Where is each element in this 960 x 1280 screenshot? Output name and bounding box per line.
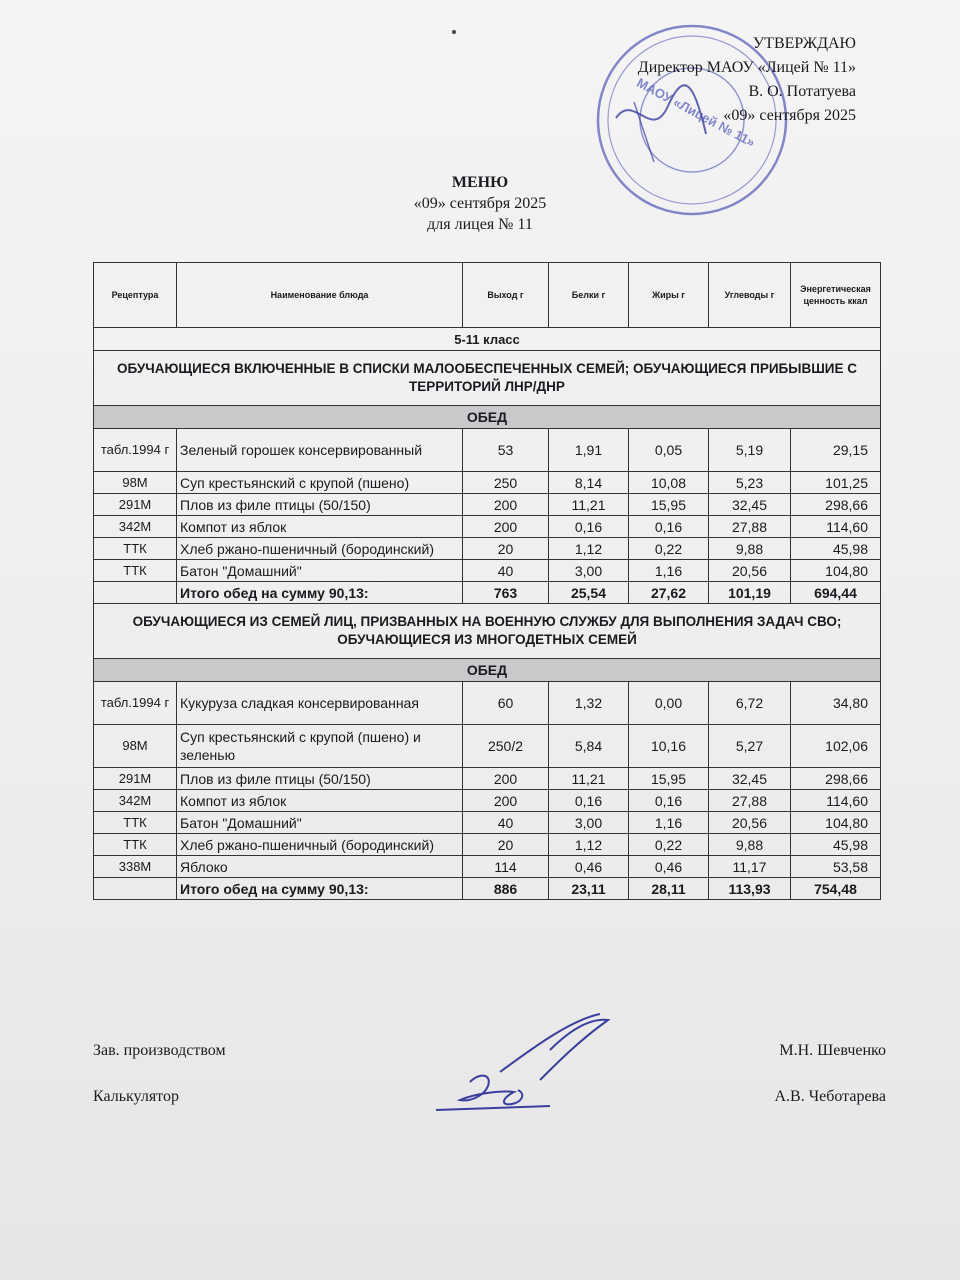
output-cell: 200: [463, 494, 549, 516]
approval-heading: УТВЕРЖДАЮ: [752, 35, 856, 52]
protein-cell: 0,16: [549, 516, 629, 538]
energy-cell: 298,66: [791, 494, 881, 516]
recipe-code: ТТК: [94, 560, 177, 582]
table-row: [94, 725, 881, 768]
approval-date: «09» сентября 2025: [723, 107, 856, 124]
menu-title-block: [0, 172, 960, 235]
recipe-code: ТТК: [94, 834, 177, 856]
output-cell: 200: [463, 516, 549, 538]
fat-cell: 0,00: [629, 682, 709, 725]
table-row: [94, 560, 881, 582]
protein-cell: 0,46: [549, 856, 629, 878]
output-cell: 60: [463, 682, 549, 725]
recipe-code: 342М: [94, 790, 177, 812]
menu-date: «09» сентября 2025: [413, 195, 547, 212]
carbs-cell: 9,88: [709, 834, 791, 856]
protein-cell: 3,00: [549, 560, 629, 582]
total-empty: [94, 878, 177, 900]
dish-name: Суп крестьянский с крупой (пшено) и зеленью: [177, 725, 463, 768]
menu-heading: МЕНЮ: [451, 174, 509, 191]
meal-title: ОБЕД: [94, 659, 881, 682]
dish-name: Компот из яблок: [177, 516, 463, 538]
protein-cell: 3,00: [549, 812, 629, 834]
dish-name: Хлеб ржано-пшеничный (бородинский): [177, 538, 463, 560]
table-row: [94, 856, 881, 878]
recipe-code: 291М: [94, 768, 177, 790]
total-fat: 28,11: [629, 878, 709, 900]
approval-position: Директор МАОУ «Лицей № 11»: [637, 59, 856, 76]
total-output: 763: [463, 582, 549, 604]
table-row: [94, 494, 881, 516]
total-empty: [94, 582, 177, 604]
output-cell: 40: [463, 812, 549, 834]
dish-name: Яблоко: [177, 856, 463, 878]
energy-cell: 298,66: [791, 768, 881, 790]
output-cell: 40: [463, 560, 549, 582]
fat-cell: 0,16: [629, 516, 709, 538]
recipe-code: 98М: [94, 725, 177, 768]
total-protein: 23,11: [549, 878, 629, 900]
table-row: [94, 768, 881, 790]
total-row: [94, 878, 881, 900]
approval-block: [638, 32, 856, 128]
fat-cell: 15,95: [629, 768, 709, 790]
menu-subtitle: для лицея № 11: [427, 216, 533, 233]
dish-name: Плов из филе птицы (50/150): [177, 768, 463, 790]
protein-cell: 5,84: [549, 725, 629, 768]
dish-name: Батон "Домашний": [177, 812, 463, 834]
group-title: ОБУЧАЮЩИЕСЯ ВКЛЮЧЕННЫЕ В СПИСКИ МАЛООБЕСПЕЧЕННЫХ СЕМЕЙ; ОБУЧАЮЩИЕСЯ ПРИБЫВШИЕ С ТЕРРИТОРИЙ ЛНР/ДНР: [94, 351, 881, 406]
paper-speck: [452, 30, 456, 34]
group-row: [94, 351, 881, 406]
table-row: [94, 472, 881, 494]
total-energy: 694,44: [791, 582, 881, 604]
table-row: [94, 790, 881, 812]
carbs-cell: 20,56: [709, 560, 791, 582]
fat-cell: 0,05: [629, 429, 709, 472]
fat-cell: 0,16: [629, 790, 709, 812]
dish-name: Компот из яблок: [177, 790, 463, 812]
energy-cell: 114,60: [791, 790, 881, 812]
fat-cell: 15,95: [629, 494, 709, 516]
protein-cell: 11,21: [549, 768, 629, 790]
carbs-cell: 20,56: [709, 812, 791, 834]
output-cell: 250/2: [463, 725, 549, 768]
recipe-code: ТТК: [94, 812, 177, 834]
total-carbs: 113,93: [709, 878, 791, 900]
fat-cell: 0,22: [629, 538, 709, 560]
table-row: [94, 812, 881, 834]
name-production: М.Н. Шевченко: [779, 1042, 886, 1059]
fat-cell: 10,16: [629, 725, 709, 768]
protein-cell: 1,12: [549, 834, 629, 856]
protein-cell: 8,14: [549, 472, 629, 494]
fat-cell: 10,08: [629, 472, 709, 494]
carbs-cell: 11,17: [709, 856, 791, 878]
meal-title: ОБЕД: [94, 406, 881, 429]
carbs-cell: 9,88: [709, 538, 791, 560]
fat-cell: 0,22: [629, 834, 709, 856]
header-fat: Жиры г: [629, 263, 709, 328]
total-output: 886: [463, 878, 549, 900]
header-output: Выход г: [463, 263, 549, 328]
recipe-code: табл.1994 г: [94, 429, 177, 472]
total-row: [94, 582, 881, 604]
fat-cell: 1,16: [629, 812, 709, 834]
name-calculator: А.В. Чеботарева: [774, 1088, 886, 1105]
meal-row: [94, 406, 881, 429]
recipe-code: ТТК: [94, 538, 177, 560]
protein-cell: 0,16: [549, 790, 629, 812]
meal-row: [94, 659, 881, 682]
menu-table: [93, 262, 881, 900]
table-row: [94, 682, 881, 725]
recipe-code: 342М: [94, 516, 177, 538]
carbs-cell: 32,45: [709, 768, 791, 790]
class-row: [94, 328, 881, 351]
header-carbs: Углеводы г: [709, 263, 791, 328]
role-calculator: Калькулятор: [93, 1088, 179, 1105]
stamp-text-1: МАОУ «Лицей № 11»: [634, 74, 758, 151]
total-label: Итого обед на сумму 90,13:: [177, 878, 463, 900]
energy-cell: 104,80: [791, 812, 881, 834]
table-row: [94, 538, 881, 560]
table-row: [94, 516, 881, 538]
energy-cell: 114,60: [791, 516, 881, 538]
energy-cell: 34,80: [791, 682, 881, 725]
fat-cell: 0,46: [629, 856, 709, 878]
header-protein: Белки г: [549, 263, 629, 328]
carbs-cell: 5,19: [709, 429, 791, 472]
output-cell: 250: [463, 472, 549, 494]
fat-cell: 1,16: [629, 560, 709, 582]
output-cell: 20: [463, 538, 549, 560]
energy-cell: 102,06: [791, 725, 881, 768]
table-row: [94, 429, 881, 472]
output-cell: 200: [463, 768, 549, 790]
table-row: [94, 834, 881, 856]
energy-cell: 101,25: [791, 472, 881, 494]
table-header-row: [94, 263, 881, 328]
header-recipe: Рецептура: [94, 263, 177, 328]
role-production: Зав. производством: [93, 1042, 226, 1059]
output-cell: 114: [463, 856, 549, 878]
carbs-cell: 27,88: [709, 790, 791, 812]
group-row: [94, 604, 881, 659]
approval-person: В. О. Потатуева: [748, 83, 856, 100]
total-label: Итого обед на сумму 90,13:: [177, 582, 463, 604]
energy-cell: 53,58: [791, 856, 881, 878]
dish-name: Хлеб ржано-пшеничный (бородинский): [177, 834, 463, 856]
recipe-code: 338М: [94, 856, 177, 878]
total-fat: 27,62: [629, 582, 709, 604]
total-energy: 754,48: [791, 878, 881, 900]
total-protein: 25,54: [549, 582, 629, 604]
energy-cell: 45,98: [791, 834, 881, 856]
energy-cell: 104,80: [791, 560, 881, 582]
class-label: 5-11 класс: [94, 328, 881, 351]
total-carbs: 101,19: [709, 582, 791, 604]
output-cell: 53: [463, 429, 549, 472]
recipe-code: 291М: [94, 494, 177, 516]
header-dish: Наименование блюда: [177, 263, 463, 328]
protein-cell: 11,21: [549, 494, 629, 516]
header-energy: Энергетическая ценность ккал: [791, 263, 881, 328]
carbs-cell: 5,23: [709, 472, 791, 494]
dish-name: Плов из филе птицы (50/150): [177, 494, 463, 516]
dish-name: Суп крестьянский с крупой (пшено): [177, 472, 463, 494]
group-title: ОБУЧАЮЩИЕСЯ ИЗ СЕМЕЙ ЛИЦ, ПРИЗВАННЫХ НА ВОЕННУЮ СЛУЖБУ ДЛЯ ВЫПОЛНЕНИЯ ЗАДАЧ СВО; ОБУЧАЮЩИЕСЯ ИЗ МНОГОДЕТНЫХ СЕМЕЙ: [94, 604, 881, 659]
protein-cell: 1,91: [549, 429, 629, 472]
energy-cell: 45,98: [791, 538, 881, 560]
output-cell: 200: [463, 790, 549, 812]
carbs-cell: 27,88: [709, 516, 791, 538]
protein-cell: 1,12: [549, 538, 629, 560]
dish-name: Кукуруза сладкая консервированная: [177, 682, 463, 725]
output-cell: 20: [463, 834, 549, 856]
handwritten-signature: [430, 1010, 620, 1120]
energy-cell: 29,15: [791, 429, 881, 472]
carbs-cell: 6,72: [709, 682, 791, 725]
dish-name: Зеленый горошек консервированный: [177, 429, 463, 472]
carbs-cell: 5,27: [709, 725, 791, 768]
dish-name: Батон "Домашний": [177, 560, 463, 582]
recipe-code: табл.1994 г: [94, 682, 177, 725]
recipe-code: 98М: [94, 472, 177, 494]
carbs-cell: 32,45: [709, 494, 791, 516]
protein-cell: 1,32: [549, 682, 629, 725]
